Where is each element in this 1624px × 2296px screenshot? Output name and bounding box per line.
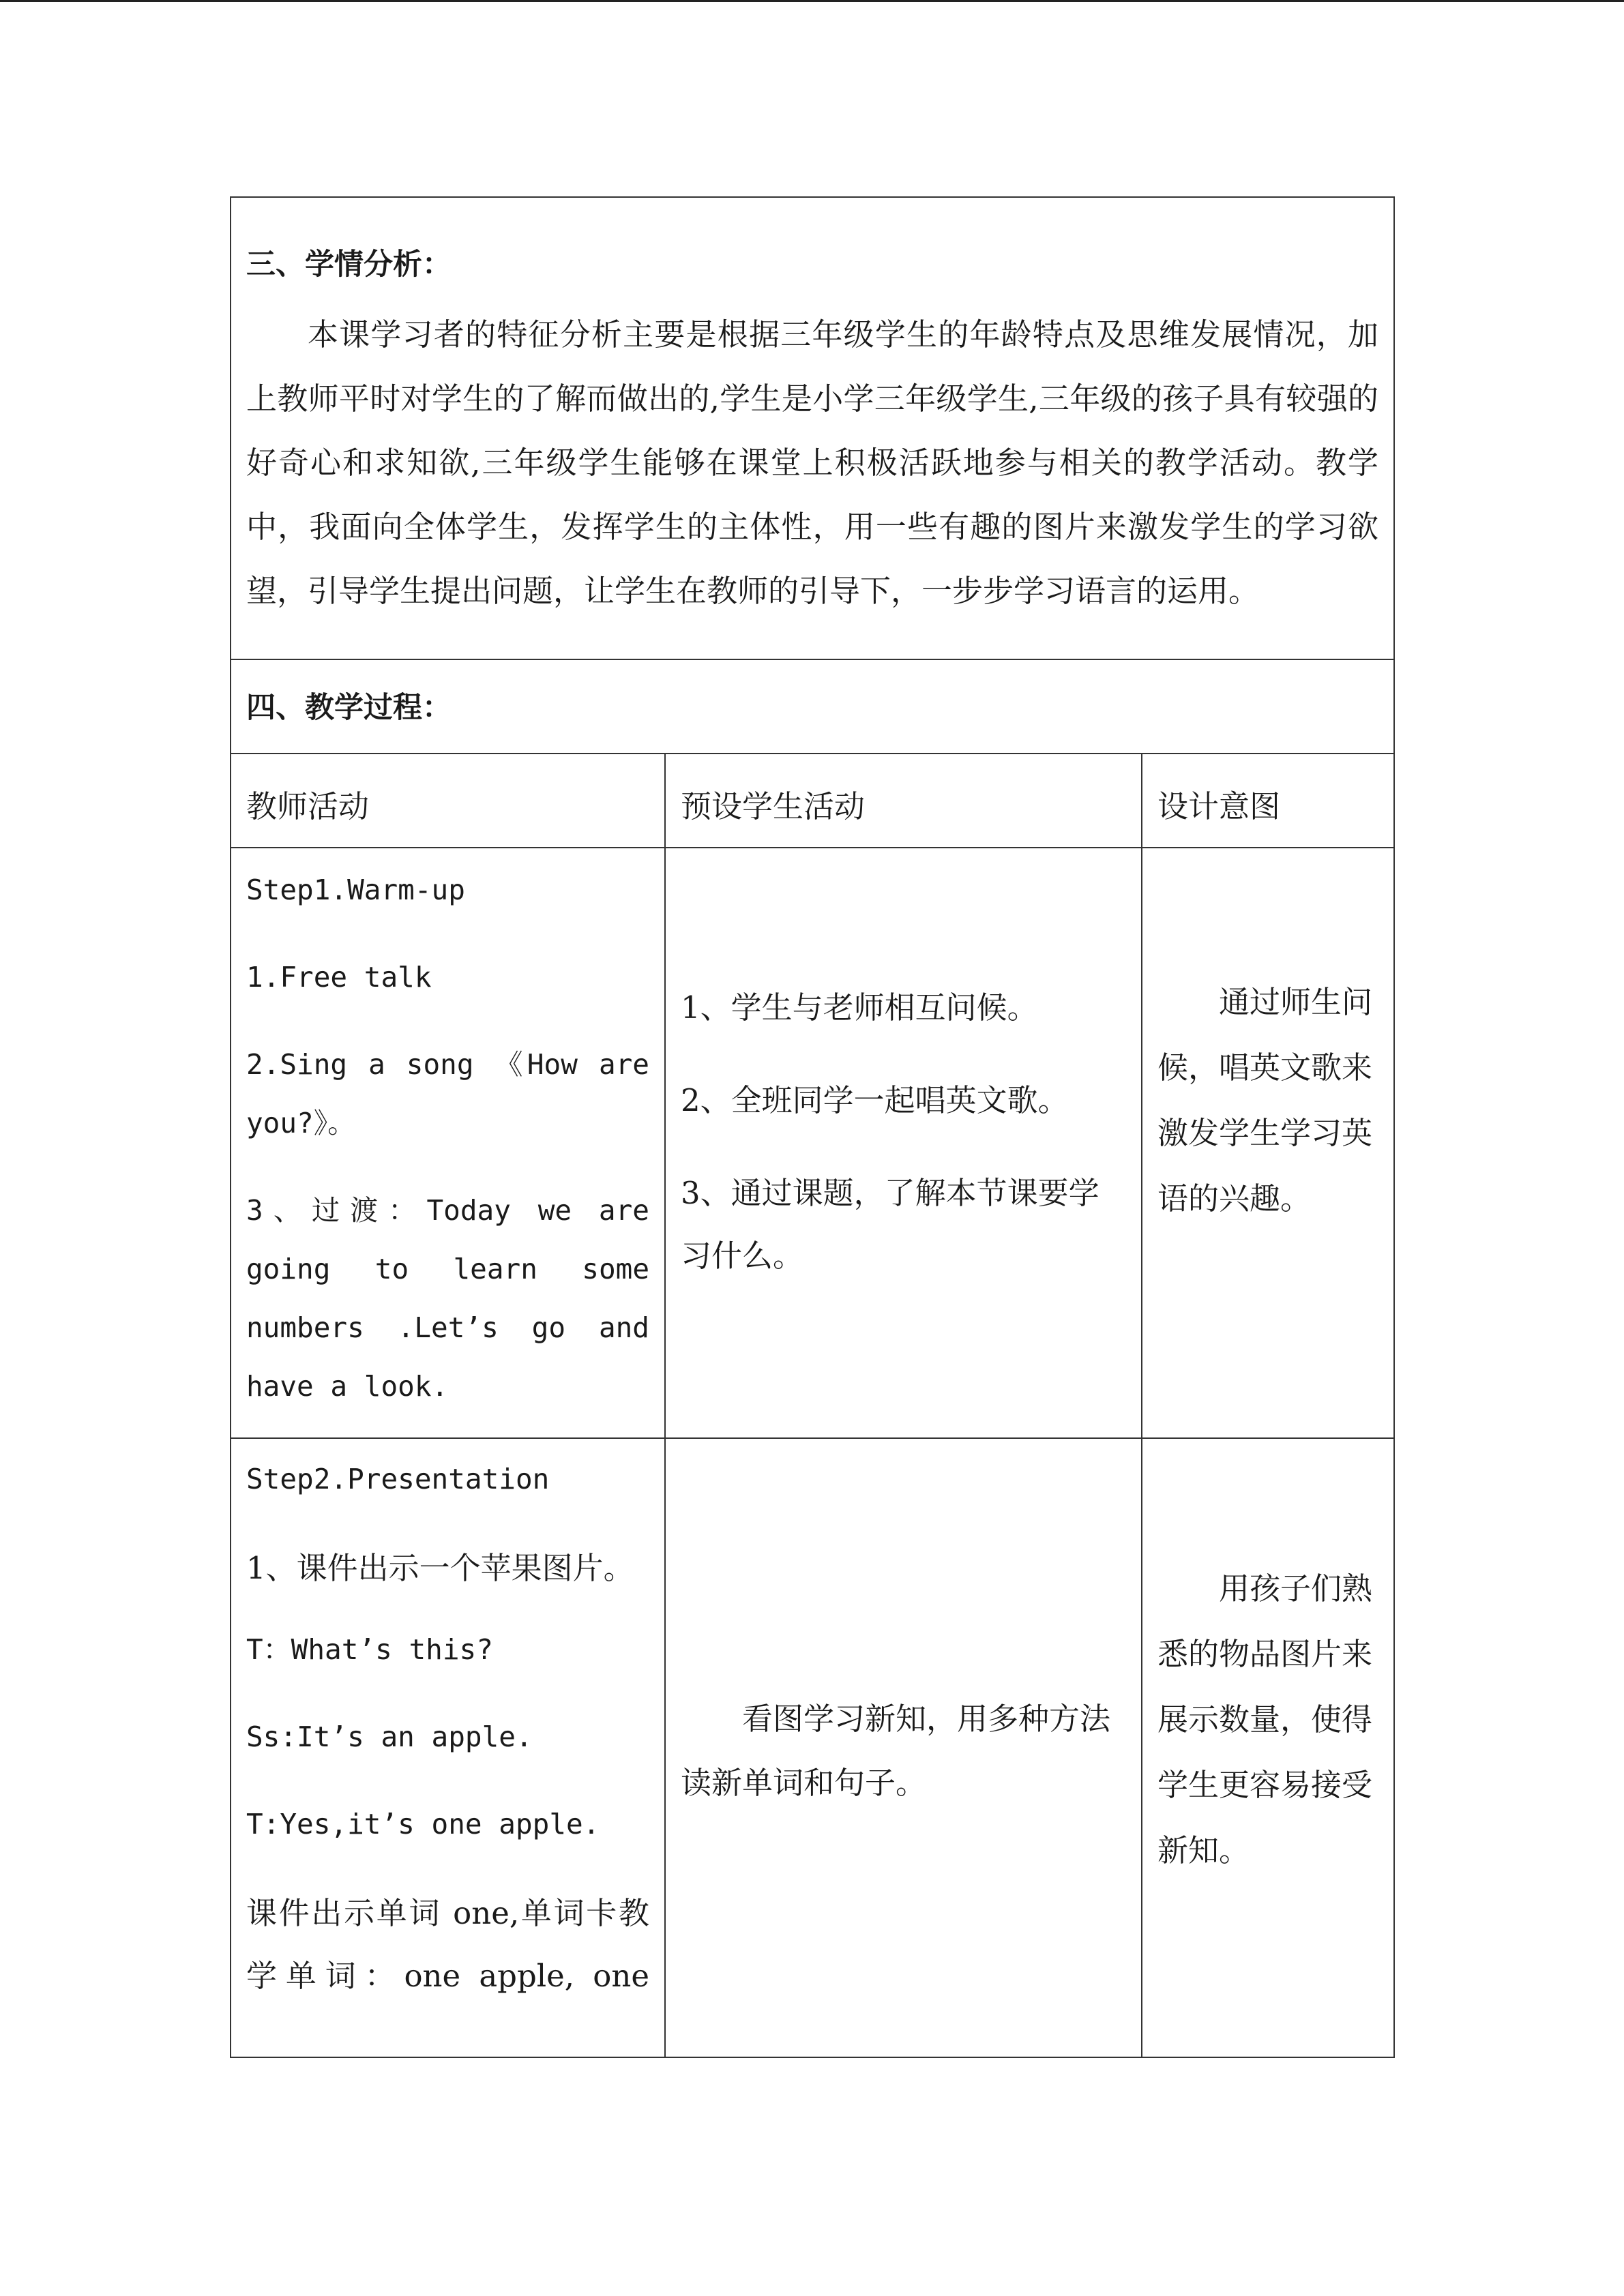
- step2-word-card-line2: 学单词：one apple, one: [246, 1958, 649, 1994]
- header-student-activity: 预设学生活动: [665, 754, 1142, 848]
- page-top-border: [0, 0, 1624, 2]
- step1-teacher-cell: [231, 848, 665, 1438]
- header-design-intent: 设计意图: [1142, 754, 1394, 848]
- section-4-heading: 四、教学过程：: [246, 691, 452, 725]
- step1-student-item-3: 3、通过课题，了解本节课要学习什么。: [681, 1175, 1099, 1274]
- step2-dialogue-2: Ss:It’s an apple.: [246, 1720, 533, 1753]
- step2-row: [231, 1438, 1394, 2057]
- lesson-plan-table: [230, 196, 1395, 2058]
- step1-transition-line2: going to learn some: [246, 1253, 649, 1285]
- step1-transition-line3: numbers .Let’s go and: [246, 1311, 649, 1344]
- step1-transition-line1: 3、过渡：Today we are: [246, 1194, 649, 1227]
- step2-dialogue-1: T：What’s this?: [246, 1633, 493, 1666]
- section-4-cell: [231, 659, 1394, 754]
- step1-sing-song-line2: you?》。: [246, 1107, 356, 1139]
- step2-courseware-apple: 1、课件出示一个苹果图片。: [246, 1550, 634, 1586]
- section-3-paragraph: 本课学习者的特征分析主要是根据三年级学生的年龄特点及思维发展情况，加上教师平时对学生的了解而做出的,学生是小学三年级学生,三年级的孩子具有较强的好奇心和求知欲,三年级学生能够在课堂上积极活跃地参与相关的教学活动。教学中，我面向全体学生，发挥学生的主体性，用一些有趣的图片来激发学生的学习欲望，引导学生提出问题，让学生在教师的引导下，一步步学习语言的运用。: [246, 316, 1379, 609]
- step2-student-cell: [665, 1438, 1142, 2057]
- step2-dialogue-3: T:Yes,it’s one apple.: [246, 1808, 600, 1840]
- step2-word-card-line1: 课件出示单词 one,单词卡教: [246, 1895, 649, 1931]
- step1-transition-line4: have a look.: [246, 1370, 449, 1403]
- step1-title: Step1.Warm-up: [246, 874, 465, 906]
- step2-title: Step2.Presentation: [246, 1463, 550, 1495]
- section-4-row: [231, 659, 1394, 754]
- step1-sing-song-line1: 2.Sing a song 《How are: [246, 1048, 649, 1081]
- section-3-row: [231, 197, 1394, 659]
- step2-teacher-cell: [231, 1438, 665, 2057]
- step1-free-talk: 1.Free talk: [246, 961, 432, 994]
- step1-design-intent: 通过师生问候，唱英文歌来激发学生学习英语的兴趣。: [1157, 984, 1373, 1217]
- table-header-row: [231, 754, 1394, 848]
- step1-student-cell: [665, 848, 1142, 1438]
- section-3-cell: [231, 197, 1394, 659]
- step1-row: [231, 848, 1394, 1438]
- step2-student-activity: 看图学习新知，用多种方法读新单词和句子。: [681, 1701, 1111, 1801]
- header-teacher-activity: 教师活动: [231, 754, 665, 848]
- step2-intent-cell: [1142, 1438, 1394, 2057]
- step1-student-item-1: 1、学生与老师相互问候。: [681, 989, 1038, 1026]
- section-3-heading: 三、学情分析：: [246, 248, 452, 282]
- step1-student-item-2: 2、全班同学一起唱英文歌。: [681, 1082, 1069, 1118]
- step1-intent-cell: [1142, 848, 1394, 1438]
- step2-design-intent: 用孩子们熟悉的物品图片来展示数量，使得学生更容易接受新知。: [1157, 1570, 1373, 1868]
